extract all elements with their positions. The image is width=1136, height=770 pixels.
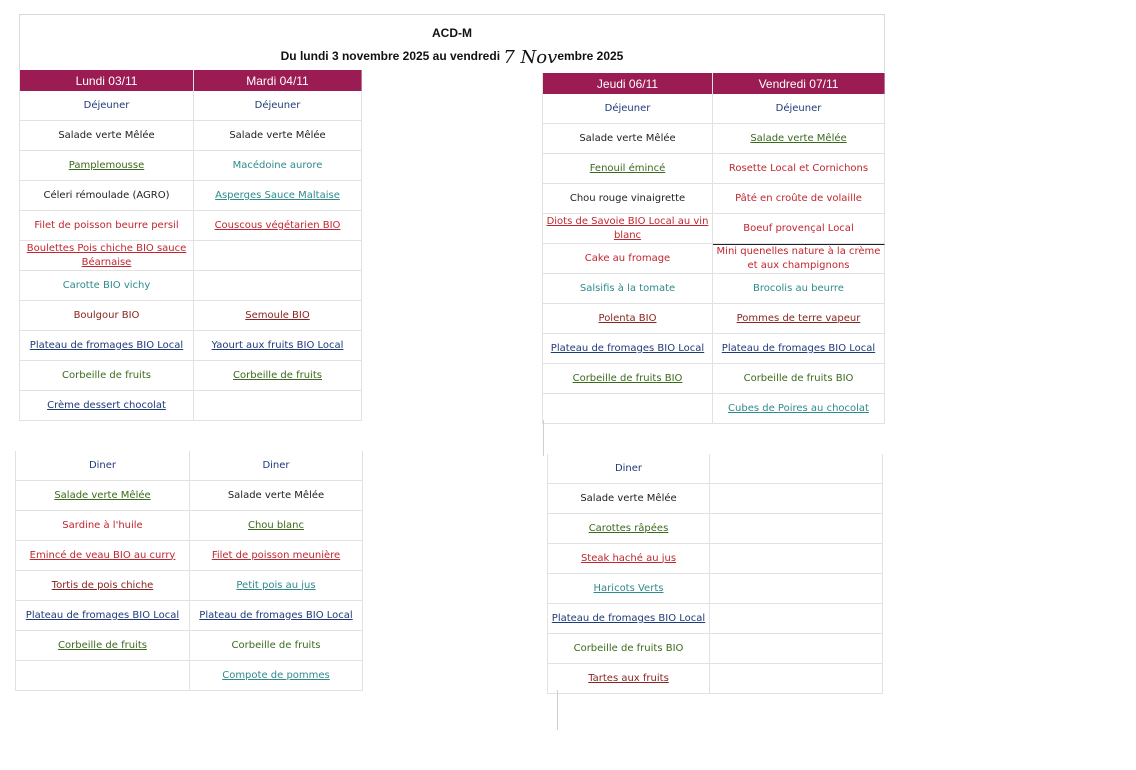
menu-item-salsifis-a-la-tomate: Salsifis à la tomate — [543, 274, 713, 304]
meal-label: Diner — [548, 454, 710, 484]
menu-item-pommes-de-terre-vapeur: Pommes de terre vapeur — [713, 304, 885, 334]
day-header: Jeudi 06/11 — [543, 73, 713, 94]
menu-item-fenouil-emince: Fenouil émincé — [543, 154, 713, 184]
menu-item-corbeille-de-fruits: Corbeille de fruits — [194, 361, 362, 391]
menu-item-yaourt-aux-fruits-bio-local: Yaourt aux fruits BIO Local — [194, 331, 362, 361]
empty-cell — [194, 241, 362, 271]
organization-title: ACD-M — [432, 26, 472, 40]
menu-item-corbeille-de-fruits-bio: Corbeille de fruits BIO — [548, 634, 710, 664]
menu-item-cubes-de-poires-au-chocolat: Cubes de Poires au chocolat — [713, 394, 885, 424]
menu-item-carotte-bio-vichy: Carotte BIO vichy — [20, 271, 194, 301]
date-range-end: embre 2025 — [557, 49, 624, 63]
menu-item-salade-verte-melee: Salade verte Mêlée — [548, 484, 710, 514]
menu-item-celeri-remoulade-agro: Céleri rémoulade (AGRO) — [20, 181, 194, 211]
dinner-day-column — [709, 454, 883, 694]
menu-item-carottes-rapees: Carottes râpées — [548, 514, 710, 544]
menu-item-plateau-de-fromages-bio-local: Plateau de fromages BIO Local — [713, 334, 885, 364]
meal-label: Diner — [16, 451, 190, 481]
scan-divider-line — [543, 420, 544, 456]
menu-item-pamplemousse: Pamplemousse — [20, 151, 194, 181]
day-header: Lundi 03/11 — [20, 70, 194, 91]
empty-cell — [710, 634, 883, 664]
menu-item-diots-de-savoie-bio-local-au-vin-blanc: Diots de Savoie BIO Local au vin blanc — [543, 214, 713, 244]
dinner-day-column — [15, 451, 190, 691]
lunch-day-column — [542, 73, 713, 424]
menu-item-creme-dessert-chocolat: Crème dessert chocolat — [20, 391, 194, 421]
menu-item-plateau-de-fromages-bio-local: Plateau de fromages BIO Local — [548, 604, 710, 634]
menu-item-tartes-aux-fruits: Tartes aux fruits — [548, 664, 710, 694]
menu-item-salade-verte-melee: Salade verte Mêlée — [16, 481, 190, 511]
lunch-day-column — [712, 73, 885, 424]
empty-cell — [543, 394, 713, 424]
scan-divider-line — [557, 690, 558, 730]
meal-label: Déjeuner — [194, 91, 362, 121]
menu-item-sardine-a-l-huile: Sardine à l'huile — [16, 511, 190, 541]
menu-item-compote-de-pommes: Compote de pommes — [190, 661, 363, 691]
menu-item-salade-verte-melee: Salade verte Mêlée — [190, 481, 363, 511]
day-header: Mardi 04/11 — [194, 70, 362, 91]
menu-item-corbeille-de-fruits: Corbeille de fruits — [16, 631, 190, 661]
meal-label: Déjeuner — [543, 94, 713, 124]
empty-cell — [710, 484, 883, 514]
dinner-day-column — [189, 451, 363, 691]
menu-item-semoule-bio: Semoule BIO — [194, 301, 362, 331]
date-range-title — [20, 44, 884, 68]
empty-cell — [16, 661, 190, 691]
menu-item-filet-de-poisson-meuniere: Filet de poisson meunière — [190, 541, 363, 571]
lunch-day-column — [193, 70, 362, 421]
menu-item-brocolis-au-beurre: Brocolis au beurre — [713, 274, 885, 304]
meal-label: Diner — [190, 451, 363, 481]
menu-item-pate-en-croute-de-volaille: Pâté en croûte de volaille — [713, 184, 885, 214]
menu-title-box — [19, 14, 885, 72]
menu-item-filet-de-poisson-beurre-persil: Filet de poisson beurre persil — [20, 211, 194, 241]
day-header: Vendredi 07/11 — [713, 73, 885, 94]
empty-cell — [710, 454, 883, 484]
handwritten-date: 7 Nov — [503, 47, 558, 68]
menu-item-cake-au-fromage: Cake au fromage — [543, 244, 713, 274]
menu-item-salade-verte-melee: Salade verte Mêlée — [194, 121, 362, 151]
menu-item-steak-hache-au-jus: Steak haché au jus — [548, 544, 710, 574]
menu-item-polenta-bio: Polenta BIO — [543, 304, 713, 334]
date-range-start: Du lundi 3 novembre 2025 au vendredi — [280, 49, 501, 63]
menu-item-corbeille-de-fruits: Corbeille de fruits — [190, 631, 363, 661]
menu-item-mini-quenelles-nature-a-la-creme-et-aux-champignons: Mini quenelles nature à la crème et aux champignons — [713, 244, 885, 274]
menu-item-petit-pois-au-jus: Petit pois au jus — [190, 571, 363, 601]
menu-item-salade-verte-melee: Salade verte Mêlée — [713, 124, 885, 154]
menu-item-salade-verte-melee: Salade verte Mêlée — [543, 124, 713, 154]
meal-label: Déjeuner — [713, 94, 885, 124]
menu-item-chou-rouge-vinaigrette: Chou rouge vinaigrette — [543, 184, 713, 214]
lunch-day-column — [19, 70, 194, 421]
empty-cell — [710, 574, 883, 604]
menu-item-plateau-de-fromages-bio-local: Plateau de fromages BIO Local — [20, 331, 194, 361]
menu-item-corbeille-de-fruits-bio: Corbeille de fruits BIO — [543, 364, 713, 394]
empty-cell — [710, 604, 883, 634]
menu-item-macedoine-aurore: Macédoine aurore — [194, 151, 362, 181]
menu-item-salade-verte-melee: Salade verte Mêlée — [20, 121, 194, 151]
menu-item-boeuf-provencal-local: Boeuf provençal Local — [713, 214, 885, 244]
menu-item-chou-blanc: Chou blanc — [190, 511, 363, 541]
menu-item-plateau-de-fromages-bio-local: Plateau de fromages BIO Local — [16, 601, 190, 631]
menu-item-corbeille-de-fruits-bio: Corbeille de fruits BIO — [713, 364, 885, 394]
menu-item-plateau-de-fromages-bio-local: Plateau de fromages BIO Local — [543, 334, 713, 364]
menu-item-haricots-verts: Haricots Verts — [548, 574, 710, 604]
menu-item-couscous-vegetarien-bio: Couscous végétarien BIO — [194, 211, 362, 241]
empty-cell — [710, 514, 883, 544]
menu-item-plateau-de-fromages-bio-local: Plateau de fromages BIO Local — [190, 601, 363, 631]
menu-item-boulettes-pois-chiche-bio-sauce-bearnaise: Boulettes Pois chiche BIO sauce Béarnaise — [20, 241, 194, 271]
menu-item-emince-de-veau-bio-au-curry: Emincé de veau BIO au curry — [16, 541, 190, 571]
meal-label: Déjeuner — [20, 91, 194, 121]
menu-item-tortis-de-pois-chiche: Tortis de pois chiche — [16, 571, 190, 601]
menu-item-boulgour-bio: Boulgour BIO — [20, 301, 194, 331]
menu-item-asperges-sauce-maltaise: Asperges Sauce Maltaise — [194, 181, 362, 211]
empty-cell — [194, 271, 362, 301]
empty-cell — [710, 544, 883, 574]
dinner-day-column — [547, 454, 710, 694]
empty-cell — [710, 664, 883, 694]
menu-item-corbeille-de-fruits: Corbeille de fruits — [20, 361, 194, 391]
menu-item-rosette-local-et-cornichons: Rosette Local et Cornichons — [713, 154, 885, 184]
empty-cell — [194, 391, 362, 421]
